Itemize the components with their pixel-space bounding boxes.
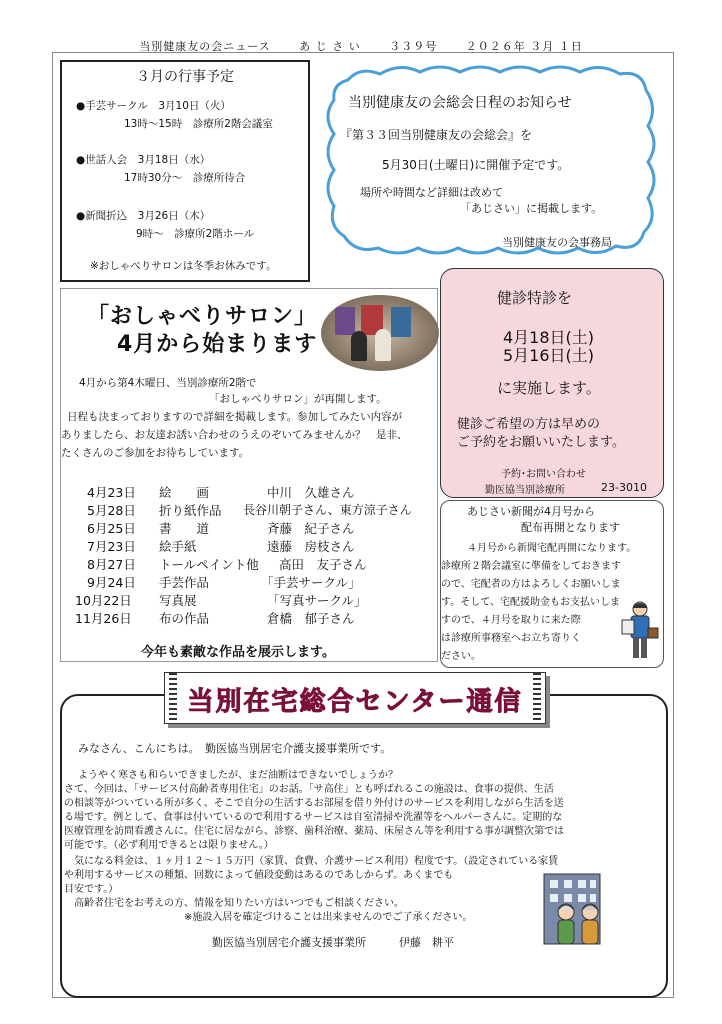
- schedule-presenter: 中川 久雄さん: [267, 485, 355, 500]
- health-date: 5月16日(土): [503, 346, 595, 365]
- newspaper-heading: 配布再開となります: [521, 521, 620, 534]
- salon-paragraph: たくさんのご参加をお待ちしています。: [61, 447, 250, 459]
- schedule-date: 11月26日: [75, 611, 132, 626]
- salon-photo: [321, 295, 439, 371]
- newspaper-line: ４月号から新聞宅配再開になります。: [467, 543, 637, 554]
- event-item: ●手芸サークル 3月10日（火）: [76, 100, 231, 112]
- salon-section: [60, 288, 438, 662]
- events-box: [60, 60, 310, 282]
- schedule-date: 4月23日: [87, 485, 136, 500]
- care-line: の相談等がついている所が多く、そこで自分の生活するお部屋を借り外付けのサービスを利用しながら生活を送: [64, 798, 564, 809]
- schedule-activity: 手芸作品: [159, 575, 210, 590]
- care-line: ※施設入居を確定づけることは出来ませんのでご了承ください。: [64, 912, 473, 923]
- schedule-presenter: 「手芸サークル」: [261, 575, 361, 590]
- schedule-presenter: 遠藤 房枝さん: [267, 539, 355, 554]
- schedule-date: 8月27日: [87, 557, 136, 572]
- schedule-date: 10月22日: [75, 593, 132, 608]
- meeting-line: 場所や時間など詳細は改めて: [360, 186, 503, 199]
- general-meeting-notice: [320, 60, 660, 260]
- issue-date: ２０２６年 ３月 １日: [465, 40, 583, 53]
- schedule-date: 5月28日: [87, 503, 136, 518]
- schedule-date: 7月23日: [87, 539, 136, 554]
- meeting-signature: 当別健康友の会事務局: [502, 236, 612, 249]
- event-item: ●世話人会 3月18日（水）: [76, 154, 211, 166]
- schedule-presenter: 倉橋 郁子さん: [267, 611, 355, 626]
- health-contact-name: 勤医協当別診療所: [485, 485, 565, 496]
- salon-paragraph: 「おしゃべりサロン」が再開します。: [209, 393, 387, 405]
- care-center-section: [60, 694, 668, 998]
- schedule-activity: トールペイント他: [159, 557, 259, 572]
- health-contact-label: 予約･お問い合わせ: [501, 469, 586, 480]
- salon-subheading: 4月から始まります: [117, 332, 318, 357]
- health-line: に実施します。: [497, 379, 601, 397]
- schedule-activity: 書 道: [159, 521, 210, 536]
- newspaper-line: ので、宅配者の方はよろしくお願いしま: [441, 579, 621, 590]
- schedule-activity: 絵手紙: [159, 539, 197, 554]
- care-line: 高齢者住宅をお考えの方、情報を知りたい方はいつでもご相談ください。: [64, 898, 404, 909]
- elderly-couple-icon: [548, 900, 608, 950]
- schedule-activity: 布の作品: [159, 611, 210, 626]
- meeting-title: 当別健康友の会総会日程のお知らせ: [348, 95, 572, 111]
- care-line: 医療管理を訪問看護さんに。住宅に居ながら、診察、歯科治療、薬局、床屋さん等を利用する事が調整次第では: [64, 826, 564, 837]
- events-note: ※おしゃべりサロンは冬季お休みです。: [90, 260, 277, 272]
- salon-paragraph: 日程も決まっておりますので詳細を掲載します。参加してみたい内容が: [67, 411, 403, 423]
- newsletter-title: 当別健康友の会ニュース: [139, 40, 271, 53]
- care-signature: 勤医協当別居宅介護支援事業所 伊藤 耕平: [212, 936, 454, 949]
- newspaper-line: は診療所事務室へお立ち寄りく: [441, 633, 581, 644]
- event-item: ●新聞折込 3月26日（木）: [76, 210, 211, 222]
- care-center-banner: [164, 672, 546, 724]
- newspaper-line: す。そして、宅配援助金もお支払いしま: [441, 597, 620, 608]
- salon-paragraph: ありましたら、お友達お誘い合わせのうえのぞいてみませんか？ 是非、: [61, 429, 408, 441]
- newsletter-name: あ じ さ い: [299, 40, 361, 53]
- schedule-presenter: 斉藤 紀子さん: [267, 521, 355, 536]
- newspaper-line: すので、４月号を取りに来た際: [441, 615, 581, 626]
- schedule-presenter: 高田 友子さん: [279, 557, 367, 572]
- schedule-presenter: 「写真サークル」: [267, 593, 367, 608]
- salon-closing: 今年も素敵な作品を展示します。: [141, 645, 335, 660]
- meeting-line: 「あじさい」に掲載します。: [460, 202, 603, 215]
- health-heading: 健診特診を: [497, 289, 573, 307]
- schedule-date: 6月25日: [87, 521, 136, 536]
- care-line: や利用するサービスの種類、回数によって値段変動はあるのであしからず。あくまでも: [64, 870, 454, 881]
- issue-number: ３３９号: [389, 40, 438, 53]
- event-detail: 9時～ 診療所2階ホール: [136, 228, 255, 240]
- schedule-activity: 絵 画: [159, 485, 210, 500]
- health-check-box: [440, 268, 664, 498]
- health-line: 健診ご希望の方は早めの: [457, 417, 601, 432]
- events-title: ３月の行事予定: [136, 69, 234, 85]
- schedule-activity: 折り紙作品: [159, 503, 222, 518]
- care-greeting: みなさん、こんにちは。 勤医協当別居宅介護支援事業所です。: [78, 742, 392, 755]
- care-line: る場です。例として、食事は付いているので利用するサービスは自室清掃や洗濯等をヘルパーさんに。定期的な: [64, 812, 563, 823]
- meeting-date: 5月30日(土曜日)に開催予定です。: [382, 158, 570, 172]
- event-detail: 17時30分～ 診療所待合: [124, 172, 246, 184]
- schedule-presenter: 長谷川朝子さん、東方涼子さん: [243, 503, 412, 517]
- person-reading-icon: [618, 600, 660, 662]
- meeting-line: 『第３３回当別健康友の会総会』を: [340, 128, 533, 142]
- health-line: ご予約をお願いいたします。: [457, 435, 625, 450]
- care-line: 気になる料金は、１ヶ月１２～１５万円（家賃、食費、介護サービス利用）程度です。（設定されている家賃: [64, 856, 559, 867]
- newspaper-heading: あじさい新聞が4月号から: [467, 505, 595, 518]
- health-phone: 23-3010: [601, 481, 647, 494]
- schedule-date: 9月24日: [87, 575, 136, 590]
- care-line: ようやく寒さも和らいできましたが、まだ油断はできないでしょうか？: [68, 770, 398, 781]
- event-detail: 13時～15時 診療所2階会議室: [124, 118, 273, 130]
- newspaper-line: 診療所２階会議室に準備をしておきます: [441, 561, 621, 572]
- care-line: 可能です。（必ず利用できるとは限りません。）: [64, 840, 274, 851]
- health-date: 4月18日(土): [503, 328, 595, 347]
- schedule-activity: 写真展: [159, 593, 197, 608]
- care-line: 目安です。）: [64, 884, 119, 895]
- newspaper-line: ださい。: [441, 651, 481, 662]
- salon-paragraph: 4月から第4木曜日、当別診療所2階で: [79, 377, 257, 389]
- care-line: さて、今回は、「サービス付高齢者専用住宅」のお話。「サ高住」とも呼ばれるこの施設は、食事の提供、生活: [64, 784, 554, 795]
- banner-title: 当別在宅総合センター通信: [187, 687, 523, 717]
- salon-heading: 「おしゃべりサロン」: [87, 304, 318, 329]
